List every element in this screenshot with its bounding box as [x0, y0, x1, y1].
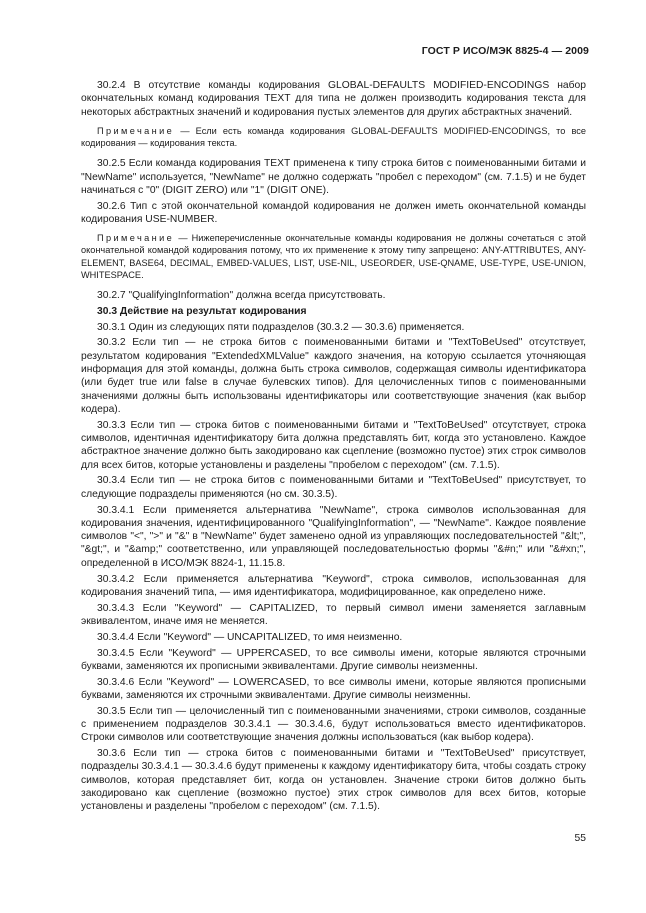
paragraph: 30.3.4.1 Если применяется альтернатива "NewName", строка символов использованная для кодирования значения, идентифицированного "QualifyingInformation", — "NewName". Каждое появление символов "<", ">" и "&" в "NewName" будет заменено одной из управляющих последовательностей "&lt;", "&gt;", и "&amp;" соответственно, или управляющей последовательностью формы "&#n;" или "&#xn;", определенной в ИСО/МЭК 8824-1, 11.15.8.: [81, 504, 586, 569]
paragraph: 30.2.6 Тип с этой окончательной командой кодирования не должен иметь окончательной команды кодирования USE-NUMBER.: [81, 200, 586, 225]
note: [81, 125, 586, 149]
paragraph: 30.2.7 "QualifyingInformation" должна всегда присутствовать.: [97, 290, 386, 302]
paragraph: 30.3.1 Один из следующих пяти подразделов (30.3.2 — 30.3.6) применяется.: [97, 321, 465, 333]
section-heading: 30.3 Действие на результат кодирования: [97, 305, 307, 317]
paragraph: 30.2.4 В отсутствие команды кодирования GLOBAL-DEFAULTS MODIFIED-ENCODINGS набор окончательных команд кодирования TEXT для типа не должен производить кодирования текста для некоторых абстрактных значений и кодирования пустых элементов для других абстрактных значений.: [81, 80, 586, 118]
note-label: Примечание: [97, 233, 175, 244]
note-label: Примечание: [97, 125, 175, 136]
note: [81, 232, 586, 281]
document-body: [81, 79, 586, 816]
page-number: 55: [574, 833, 586, 844]
paragraph: 30.3.4.3 Если "Keyword" — CAPITALIZED, то первый символ имени заменяется заглавным эквивалентом, иначе имя не меняется.: [81, 602, 586, 627]
paragraph: 30.3.2 Если тип — не строка битов с поименованными битами и "TextToBeUsed" отсутствует, результатом кодирования "ExtendedXMLValue" каждого значения, на которую ссылается уточняющая информация для этой команды, должна быть строка символов, содержащая символы идентификатора (или будет true или false в случае булевских типов). Для целочисленных типов с поименованными значениями должны быть использованы идентификаторы или соответствующие значения (как выбор кодера).: [81, 337, 586, 415]
paragraph: 30.3.6 Если тип — строка битов с поименованными битами и "TextToBeUsed" присутствует, подразделы 30.3.4.1 — 30.3.4.6 будут применены к каждому идентификатору бита, чтобы создать строку символов, которая представляет бит, когда он установлен. Значение строки битов должно быть закодировано как сцепление (возможно пустое) этих строк символов для всех битов, которые установлены и разделены "пробелом с переходом" (см. 7.1.5).: [81, 748, 586, 813]
paragraph: 30.3.5 Если тип — целочисленный тип с поименованными значениями, строки символов, созданные с применением подразделов 30.3.4.1 — 30.3.4.6, будут использоваться вместо идентификаторов. Строки символов или соответствующие значения должны использоваться (как выбор кодера).: [81, 705, 586, 744]
paragraph: 30.3.4.2 Если применяется альтернатива "Keyword", строка символов, использованная для кодирования значений типа, — имя идентификатора, модифицированное, как определено ниже.: [81, 573, 586, 598]
document-header: ГОСТ Р ИСО/МЭК 8825-4 — 2009: [421, 45, 589, 57]
note-text: — Если есть команда кодирования GLOBAL-DEFAULTS MODIFIED-ENCODINGS, то все кодирования — кодирования текста.: [81, 125, 586, 149]
paragraph: 30.3.3 Если тип — строка битов с поименованными битами и "TextToBeUsed" отсутствует, строка символов, идентичная идентификатору бита должна представлять бит, когда это установлено. Каждое абстрактное значение должно быть закодировано как сцепление (возможно пустое) этих строк символов для всех битов, которые установлены и разделены "пробелом с переходом" (см. 7.1.5).: [81, 419, 586, 471]
paragraph: 30.3.4.4 Если "Keyword" — UNCAPITALIZED, то имя неизменно.: [97, 631, 403, 643]
paragraph: 30.3.4.5 Если "Keyword" — UPPERCASED, то все символы имени, которые являются строчными буквами, заменяются их прописными эквивалентами. Другие символы неизменны.: [81, 647, 586, 672]
paragraph: 30.2.5 Если команда кодирования TEXT применена к типу строка битов с поименованными битами и "NewName" используется, "NewName" не должно содержать "пробел с переходом" (см. 7.1.5) и не будет начинаться с "0" (DIGIT ZERO) или "1" (DIGIT ONE).: [81, 158, 586, 196]
paragraph: 30.3.4.6 Если "Keyword" — LOWERCASED, то все символы имени, которые являются прописными буквами, заменяются их строчными эквивалентами. Другие символы неизменны.: [81, 676, 586, 701]
note-text: — Нижеперечисленные окончательные команды кодирования не должны сочетаться с этой окончательной командой кодирования потому, что их применение к этому типу запрещено: ANY-ATTRIBUTES, ANY-ELEMENT, BASE64, DECIMAL, EMBED-VALUES, LIST, USE-NIL, USEORDER, USE-QNAME, USE-TYPE, USE-UNION, WHITESPACE.: [81, 233, 586, 280]
paragraph: 30.3.4 Если тип — не строка битов с поименованными битами и "TextToBeUsed" присутствует, то следующие подразделы применяются (но см. 30.3.5).: [81, 475, 586, 500]
